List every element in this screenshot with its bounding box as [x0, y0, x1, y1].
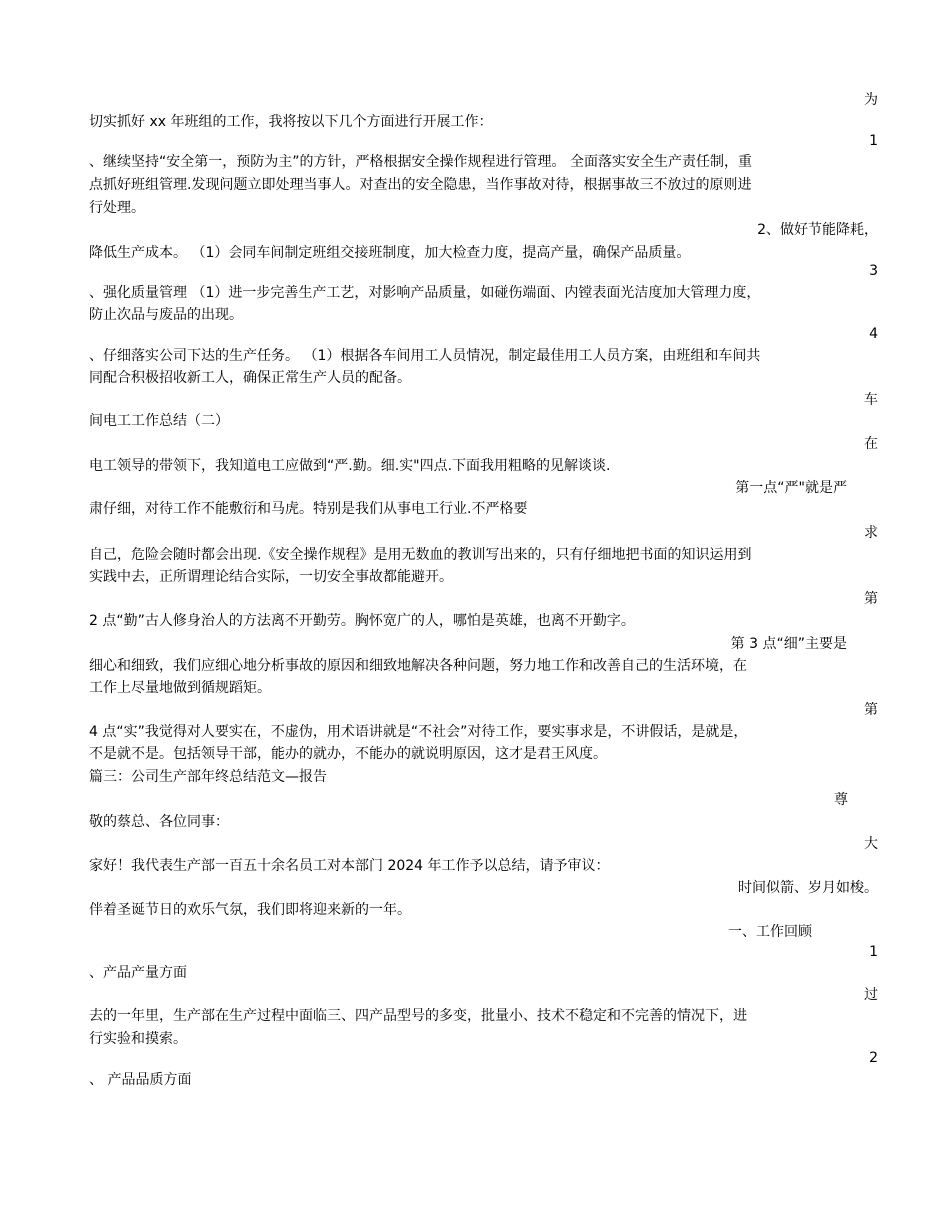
text-line: 尊 [834, 792, 848, 808]
text-line: 实践中去，正所谓理论结合实际，一切安全事故都能避开。 [89, 569, 453, 585]
text-line: 在 [864, 436, 878, 452]
text-line: 点抓好班组管理.发现问题立即处理当事人。对查出的安全隐患，当作事故对待，根据事故三不放过的原则进 [89, 177, 752, 193]
text-line: 间电工工作总结（二） [89, 413, 229, 429]
text-line: 、产品产量方面 [89, 965, 187, 981]
text-line: 1 [869, 944, 878, 960]
text-line: 去的一年里，生产部在生产过程中面临三、四产品型号的多变，批量小、技术不稳定和不完善的情况下，进 [89, 1008, 747, 1024]
text-line: 2 [869, 1050, 878, 1066]
text-line: 电工领导的带领下，我知道电工应做到“严.勤。细.实"四点.下面我用粗略的见解谈谈. [89, 458, 611, 474]
text-line: 防止次品与废品的出现。 [89, 307, 243, 323]
text-line: 4 点“实”我觉得对人要实在，不虚伪，用术语讲就是“不社会”对待工作，要实事求是，不讲假话，是就是， [89, 724, 748, 740]
text-line: 工作上尽量地做到循规蹈矩。 [89, 680, 271, 696]
text-line: 过 [864, 987, 878, 1003]
text-line: 3 [869, 263, 878, 279]
text-line: 车 [864, 392, 878, 408]
text-line: 肃仔细，对待工作不能敷衍和马虎。特别是我们从事电工行业.不严格要 [89, 501, 528, 517]
text-line: 家好！我代表生产部一百五十余名员工对本部门 2024 年工作予以总结，请予审议： [89, 858, 610, 874]
text-line: 细心和细致，我们应细心地分析事故的原因和细致地解决各种问题，努力地工作和改善自己的生活环境，在 [89, 658, 747, 674]
text-line: 求 [864, 525, 878, 541]
text-line: 时间似箭、岁月如梭。 [738, 880, 878, 896]
text-line: 行实验和摸索。 [89, 1031, 187, 1047]
text-line: 伴着圣诞节日的欢乐气氛，我们即将迎来新的一年。 [89, 902, 411, 918]
text-line: 、强化质量管理 （1）进一步完善生产工艺，对影响产品质量，如碰伤端面、内镗表面光洁度加大管理力度， [89, 285, 761, 301]
text-line: 第 3 点“细”主要是 [730, 636, 847, 652]
text-line: 2 点“勤”古人修身治人的方法离不开勤劳。胸怀宽广的人，哪怕是英雄，也离不开勤字。 [89, 613, 635, 629]
text-line: 4 [869, 326, 878, 342]
text-line: 敬的蔡总、各位同事： [89, 814, 229, 830]
text-line: 、继续坚持“安全第一，预防为主”的方针，严格根据安全操作规程进行管理。 全面落实安全生产责任制，重 [89, 154, 752, 170]
text-line: 不是就不是。包括领导干部，能办的就办，不能办的就说明原因，这才是君王风度。 [89, 746, 607, 762]
text-line: 第一点“严"就是严 [735, 480, 847, 496]
text-line: 自己，危险会随时都会出现.《安全操作规程》是用无数血的教训写出来的，只有仔细地把书面的知识运用到 [89, 547, 752, 563]
text-line: 第 [864, 702, 878, 718]
text-line: 2、做好节能降耗， [757, 222, 878, 238]
text-line: 同配合积极招收新工人，确保正常生产人员的配备。 [89, 370, 411, 386]
text-line: 行处理。 [89, 200, 145, 216]
text-line: 一、工作回顾 [728, 924, 812, 940]
text-line: 篇三：公司生产部年终总结范文—报告 [89, 769, 327, 785]
text-line: 为 [864, 92, 878, 108]
text-line: 降低生产成本。 （1）会同车间制定班组交接班制度，加大检查力度，提高产量，确保产品质量。 [89, 245, 691, 261]
text-line: 切实抓好 xx 年班组的工作，我将按以下几个方面进行开展工作： [89, 114, 493, 130]
text-line: 、 产品品质方面 [89, 1072, 192, 1088]
text-line: 第 [864, 591, 878, 607]
text-line: 、仔细落实公司下达的生产任务。 （1）根据各车间用工人员情况，制定最佳用工人员方案，由班组和车间共 [89, 348, 761, 364]
text-line: 1 [869, 133, 878, 149]
text-line: 大 [864, 836, 878, 852]
